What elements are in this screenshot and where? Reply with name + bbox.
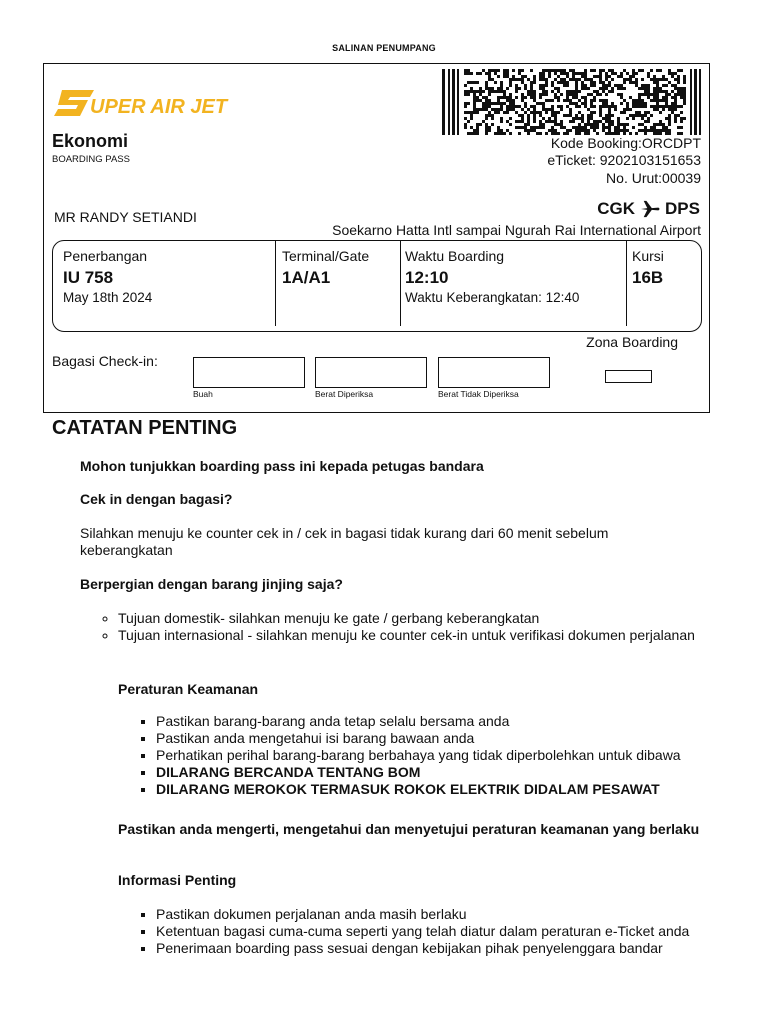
checkin-question: Cek in dengan bagasi? <box>80 491 233 507</box>
sequence-number: No. Urut:00039 <box>606 170 701 186</box>
show-pass-note: Mohon tunjukkan boarding pass ini kepada petugas bandara <box>80 458 484 474</box>
baggage-label: Bagasi Check-in: <box>52 353 158 369</box>
info-list <box>118 906 716 957</box>
booking-code: Kode Booking:ORCDPT <box>550 135 701 151</box>
terminal-header: Terminal/Gate <box>282 248 370 264</box>
baggage-checked-label: Berat Diperiksa <box>315 389 374 399</box>
list-item: ▪ Perhatikan perihal barang-barang berbahaya yang tidak diperbolehkan untuk dibawa <box>156 747 736 764</box>
baggage-pieces-label: Buah <box>193 389 213 399</box>
list-item: ▪ DILARANG BERCANDA TENTANG BOM <box>156 764 736 781</box>
divider <box>400 241 401 326</box>
security-title: Peraturan Keamanan <box>118 681 259 697</box>
flight-info-box <box>52 240 702 332</box>
baggage-unchecked-weight-box <box>438 357 550 388</box>
agree-note: Pastikan anda mengerti, mengetahui dan menyetujui peraturan keamanan yang berlaku <box>118 821 700 837</box>
carry-list <box>80 610 728 644</box>
route-description: Soekarno Hatta Intl sampai Ngurah Rai International Airport <box>332 222 701 238</box>
flight-number: IU 758 <box>63 268 114 287</box>
list-item: ▪ Ketentuan bagasi cuma-cuma seperti yang telah diatur dalam peraturan e-Ticket anda <box>156 923 716 940</box>
seat-number: 16B <box>632 268 664 287</box>
boarding-zone-box <box>605 370 652 383</box>
checkin-answer: Silahkan menuju ke counter cek in / cek in bagasi tidak kurang dari 60 menit sebelum keberangkatan <box>80 525 609 558</box>
departure-time: Waktu Keberangkatan: 12:40 <box>405 290 580 305</box>
flight-date: May 18th 2024 <box>63 290 153 305</box>
list-item: ◦ Tujuan internasional - silahkan menuju ke counter cek-in untuk verifikasi dokumen perjalanan <box>118 627 728 644</box>
boarding-time: 12:10 <box>405 268 449 287</box>
security-list <box>118 713 736 798</box>
list-item: ▪ Pastikan dokumen perjalanan anda masih berlaku <box>156 906 716 923</box>
travel-class: Ekonomi <box>52 131 129 151</box>
copy-label: SALINAN PENUMPANG <box>332 43 436 53</box>
boarding-zone-label: Zona Boarding <box>586 334 678 350</box>
origin-code: CGK <box>597 199 636 218</box>
carry-question: Berpergian dengan barang jinjing saja? <box>80 576 343 592</box>
list-item: ▪ DILARANG MEROKOK TERMASUK ROKOK ELEKTRIK DIDALAM PESAWAT <box>156 781 736 798</box>
divider <box>626 241 627 326</box>
list-item: ▪ Pastikan barang-barang anda tetap selalu bersama anda <box>156 713 736 730</box>
boarding-header: Waktu Boarding <box>405 248 505 264</box>
divider <box>275 241 276 326</box>
baggage-pieces-box <box>193 357 305 388</box>
eticket-number: eTicket: 9202103151653 <box>547 152 701 168</box>
info-title: Informasi Penting <box>118 872 237 888</box>
notes-title: CATATAN PENTING <box>52 417 238 439</box>
flight-header: Penerbangan <box>63 248 148 264</box>
destination-code: DPS <box>665 199 700 218</box>
list-item: ▪ Pastikan anda mengetahui isi barang bawaan anda <box>156 730 736 747</box>
route <box>597 199 700 219</box>
svg-text:UPER AIR JET: UPER AIR JET <box>90 96 228 118</box>
boarding-pass-label: BOARDING PASS <box>52 154 130 165</box>
card-bottom-border <box>43 412 710 414</box>
baggage-checked-weight-box <box>315 357 427 388</box>
passenger-name: MR RANDY SETIANDI <box>54 209 197 225</box>
terminal-gate: 1A/A1 <box>282 268 331 287</box>
airplane-icon <box>639 200 661 218</box>
barcode <box>442 69 702 135</box>
list-item: ◦ Tujuan domestik- silahkan menuju ke gate / gerbang keberangkatan <box>118 610 728 627</box>
super-air-jet-logo <box>54 84 274 120</box>
baggage-unchecked-label: Berat Tidak Diperiksa <box>438 389 519 399</box>
seat-header: Kursi <box>632 248 664 264</box>
list-item: ▪ Penerimaan boarding pass sesuai dengan kebijakan pihak penyelenggara bandar <box>156 940 716 957</box>
